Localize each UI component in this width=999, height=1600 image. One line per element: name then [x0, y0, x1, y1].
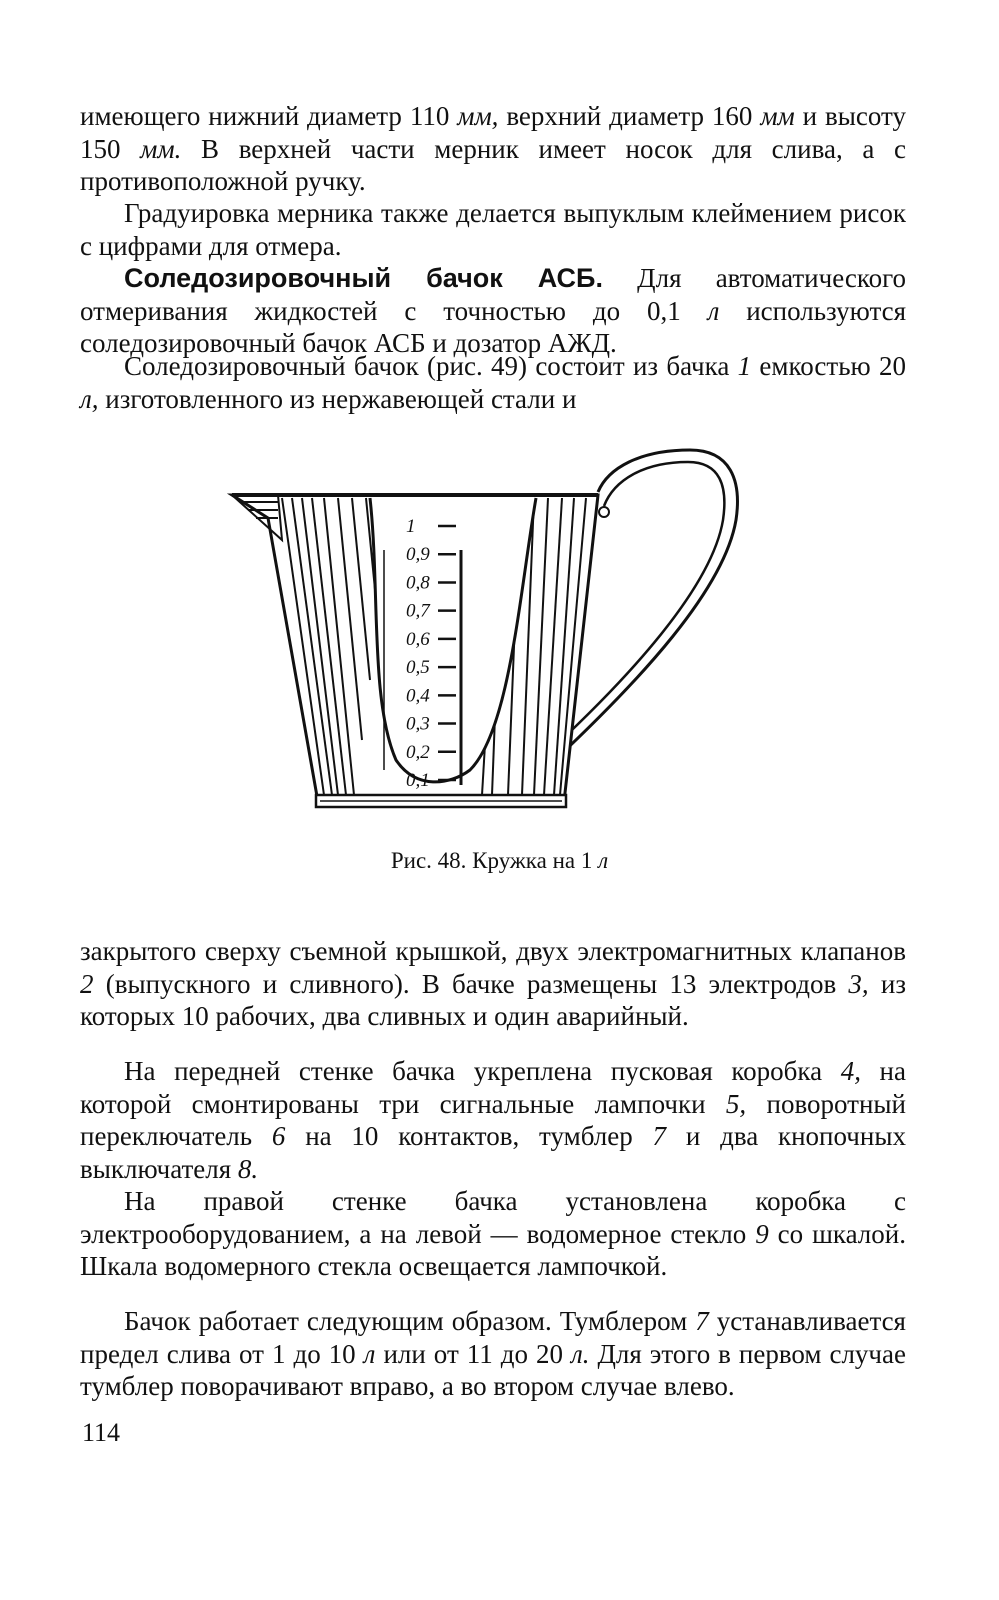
scale-label: 0,3	[406, 713, 430, 735]
text-run: емкостью 20	[751, 351, 906, 381]
text-run: со шкалой. Шкала водомерного стекла освещается лампочкой.	[80, 1218, 906, 1281]
text-run: На правой стенке бачка установлена коробка с электрооборудованием, а на левой — водомерное стекло	[80, 1186, 906, 1249]
figure-measuring-jug	[220, 440, 780, 830]
text-run: 4,	[840, 1056, 861, 1086]
text-run: л,	[80, 383, 99, 414]
text-run: Для автоматического отмеривания жидкостей с точностью до 0,1	[80, 263, 906, 326]
page-number: 114	[82, 1418, 121, 1447]
scale-label: 0,2	[406, 741, 430, 763]
text-run: 6	[271, 1121, 286, 1151]
caption-text: Рис. 48. Кружка на 1	[390, 848, 599, 873]
scale-label: 0,7	[406, 600, 430, 622]
scale-label: 0,4	[406, 685, 430, 707]
text-run: устанавливается предел слива от 1 до 10	[80, 1306, 906, 1369]
figure-caption	[0, 848, 999, 874]
text-run: В верхней части мерник имеет носок для слива, а с противоположной ручку.	[80, 133, 906, 196]
text-run: Для этого в первом случае тумблер поворачивают вправо, а во втором случае влево.	[80, 1338, 906, 1401]
text-run: л	[363, 1338, 376, 1369]
text-run: 8.	[237, 1153, 259, 1184]
paragraph	[80, 935, 906, 1033]
caption-unit: л	[598, 848, 609, 873]
text-run: или от 11 до 20	[375, 1338, 571, 1369]
text-run: на 10 контактов, тумблер	[285, 1121, 653, 1151]
text-run: Градуировка мерника также делается выпуклым клеймением рисок с цифрами для отмера.	[80, 198, 906, 261]
text-run: и два кнопочных выключателя	[80, 1121, 906, 1184]
text-run: Бачок работает следующим образом. Тумблером	[124, 1306, 696, 1336]
text-run: 2	[80, 968, 94, 999]
text-run: и высоту 150	[80, 101, 906, 164]
text-run: мм	[760, 101, 795, 131]
text-run: Соледозировочный бачок (рис. 49) состоит из бачка	[124, 351, 738, 381]
scale-label: 1	[406, 516, 416, 537]
text-run: (выпускного и сливного). В бачке размещены 13 электродов	[93, 968, 849, 999]
paragraph	[80, 1305, 906, 1403]
scale-label: 0,8	[406, 572, 430, 594]
text-run: имеющего нижний диаметр 110	[80, 101, 458, 131]
paragraph	[80, 262, 906, 360]
jug-illustration	[220, 440, 780, 830]
paragraph	[80, 100, 906, 198]
text-run: 1	[737, 351, 752, 381]
text-run: изготовленного из нержавеющей стали и	[98, 383, 577, 414]
text-run: используются соледозировочный бачок АСБ и дозатор АЖД.	[80, 295, 906, 358]
text-run: поворотный переключатель	[80, 1088, 906, 1151]
scale-label: 0,5	[406, 657, 430, 679]
scale-label: 0,9	[406, 544, 430, 566]
run-in-heading: Соледозировочный бачок АСБ.	[124, 263, 603, 293]
text-run: 5,	[725, 1088, 747, 1119]
text-run: 9	[755, 1218, 769, 1249]
text-run: верхний диаметр 160	[498, 101, 761, 131]
text-run: на которой смонтированы три сигнальные лампочки	[80, 1056, 906, 1119]
paragraph	[80, 350, 906, 415]
text-run: 7	[652, 1121, 667, 1151]
paragraph	[80, 1055, 906, 1185]
scale-label: 0,6	[406, 628, 430, 650]
text-run: На передней стенке бачка укреплена пусковая коробка	[124, 1056, 841, 1086]
paragraph	[80, 1185, 906, 1283]
text-run: 3,	[848, 968, 869, 999]
text-run: мм.	[140, 133, 182, 164]
text-run: мм,	[457, 101, 499, 131]
text-run: из которых 10 рабочих, два сливных и один аварийный.	[80, 968, 906, 1031]
text-run: л.	[570, 1338, 590, 1369]
scale-label: 0,1	[406, 770, 430, 791]
text-run: 7	[695, 1306, 709, 1336]
paragraph	[80, 197, 906, 262]
text-run: л	[707, 295, 720, 326]
text-run: закрытого сверху съемной крышкой, двух электромагнитных клапанов	[80, 936, 906, 966]
